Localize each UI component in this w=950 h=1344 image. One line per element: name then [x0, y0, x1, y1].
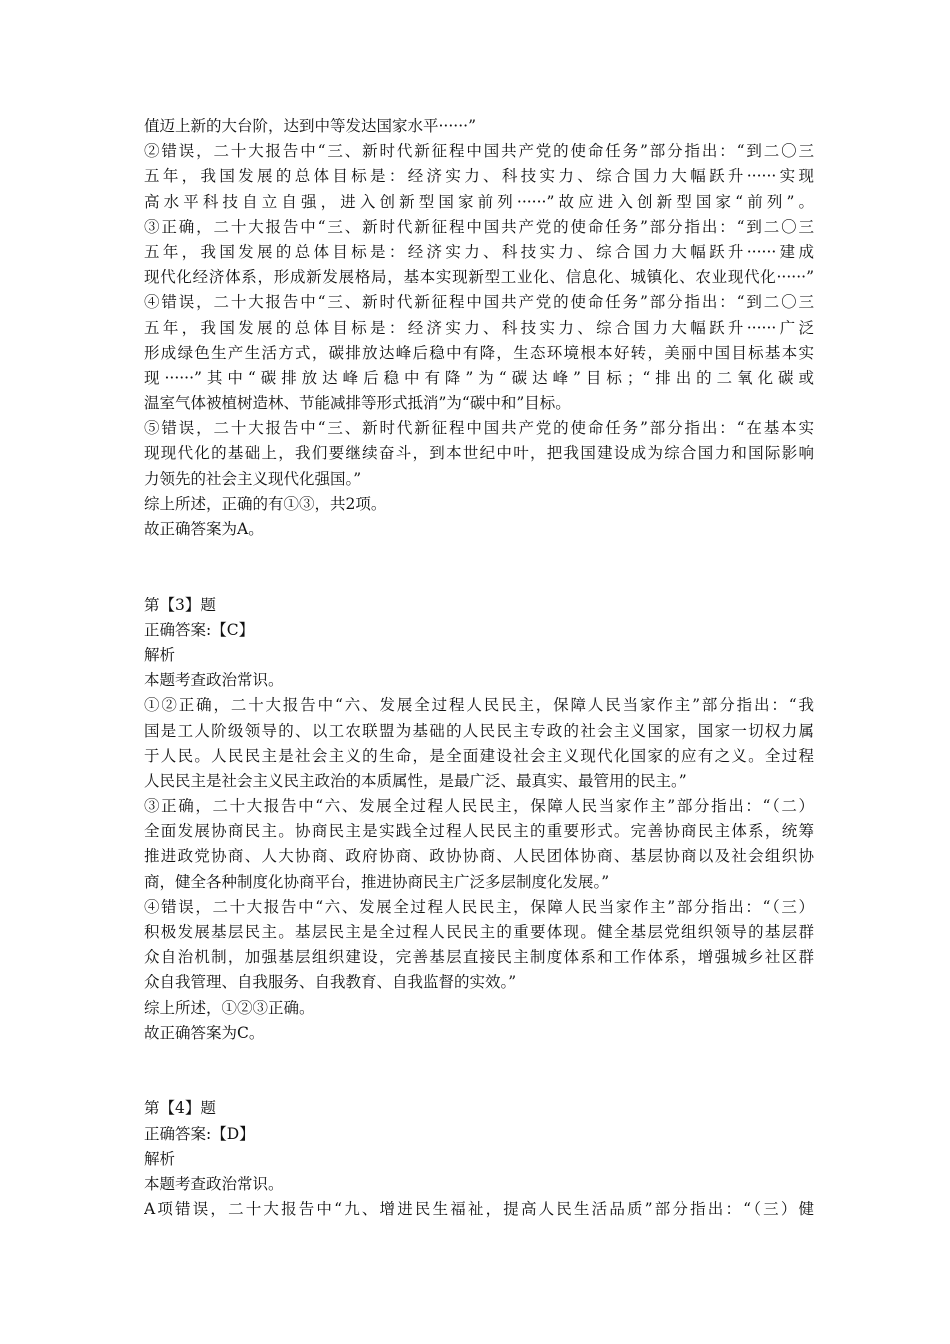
text-line: 综上所述，正确的有①③，共2项。	[144, 494, 387, 513]
text-line: 商，健全各种制度化协商平台，推进协商民主广泛多层制度化发展。”	[144, 872, 610, 891]
correct-answer: 正确答案:【D】	[144, 1124, 255, 1143]
analysis-label: 解析	[144, 645, 176, 664]
text-line: ⑤错误，二十大报告中“三、新时代新征程中国共产党的使命任务”部分指出：“在基本实	[144, 419, 814, 438]
text-line: 值迈上新的大台阶，达到中等发达国家水平······”	[144, 117, 476, 135]
text-line: ①②正确，二十大报告中“六、发展全过程人民民主，保障人民当家作主”部分指出：“我	[144, 696, 814, 715]
question-title: 第【3】题	[144, 595, 216, 614]
text-line: 现代化经济体系，形成新发展格局，基本实现新型工业化、信息化、城镇化、农业现代化······”	[144, 268, 814, 287]
text-line: 高水平科技自立自强，进入创新型国家前列······”故应进入创新型国家“前列”。	[144, 192, 814, 211]
text-line: 形成绿色生产生活方式，碳排放达峰后稳中有降，生态环境根本好转，美丽中国目标基本实	[144, 343, 814, 362]
text-line: 推进政党协商、人大协商、政府协商、政协协商、人民团体协商、基层协商以及社会组织协	[144, 847, 814, 866]
text-line: ③正确，二十大报告中“三、新时代新征程中国共产党的使命任务”部分指出：“到二〇三	[144, 217, 814, 236]
question-3	[144, 593, 814, 1046]
section-spacer	[144, 1046, 814, 1096]
text-line: 综上所述，①②③正确。	[144, 998, 315, 1017]
text-line: 五年，我国发展的总体目标是：经济实力、科技实力、综合国力大幅跃升······广泛	[144, 318, 814, 337]
text-line: A项错误，二十大报告中“九、增进民生福祉，提高人民生活品质”部分指出：“（三）健	[144, 1200, 814, 1219]
text-line: 故正确答案为A。	[144, 520, 264, 538]
text-line: 全面发展协商民主。协商民主是实践全过程人民民主的重要形式。完善协商民主体系，统筹	[144, 822, 814, 841]
text-line: ④错误，二十大报告中“三、新时代新征程中国共产党的使命任务”部分指出：“到二〇三	[144, 293, 814, 312]
text-line: 本题考查政治常识。	[144, 1174, 284, 1193]
text-line: 众自我管理、自我服务、自我教育、自我监督的实效。”	[144, 973, 517, 992]
document-page	[144, 114, 814, 1222]
text-line: 国是工人阶级领导的、以工农联盟为基础的人民民主专政的社会主义国家，国家一切权力属	[144, 721, 814, 740]
analysis-label: 解析	[144, 1149, 176, 1168]
text-line: ③正确，二十大报告中“六、发展全过程人民民主，保障人民当家作主”部分指出：“（二）	[144, 797, 814, 816]
text-line: 积极发展基层民主。基层民主是全过程人民民主的重要体现。健全基层党组织领导的基层群	[144, 923, 814, 942]
previous-question-analysis	[144, 114, 814, 542]
text-line: 众自治机制，加强基层组织建设，完善基层直接民主制度体系和工作体系，增强城乡社区群	[144, 948, 814, 967]
text-line: 力领先的社会主义现代化强国。”	[144, 469, 362, 488]
text-line: 温室气体被植树造林、节能减排等形式抵消”为“碳中和”目标。	[144, 394, 571, 413]
question-title: 第【4】题	[144, 1099, 216, 1118]
text-line: 现······”其中“碳排放达峰后稳中有降”为“碳达峰”目标；“排出的二氧化碳或	[144, 368, 814, 387]
text-line: 本题考查政治常识。	[144, 671, 284, 690]
correct-answer: 正确答案:【C】	[144, 620, 255, 639]
text-line: 于人民。人民民主是社会主义的生命，是全面建设社会主义现代化国家的应有之义。全过程	[144, 746, 814, 765]
text-line: 五年，我国发展的总体目标是：经济实力、科技实力、综合国力大幅跃升······实现	[144, 167, 814, 186]
question-4	[144, 1096, 814, 1222]
text-line: 五年，我国发展的总体目标是：经济实力、科技实力、综合国力大幅跃升······建成	[144, 242, 814, 261]
text-line: 故正确答案为C。	[144, 1023, 265, 1042]
text-line: 现现代化的基础上，我们要继续奋斗，到本世纪中叶，把我国建设成为综合国力和国际影响	[144, 444, 814, 463]
section-spacer	[144, 542, 814, 592]
text-line: ④错误，二十大报告中“六、发展全过程人民民主，保障人民当家作主”部分指出：“（三）	[144, 897, 814, 916]
text-line: 人民民主是社会主义民主政治的本质属性，是最广泛、最真实、最管用的民主。”	[144, 771, 687, 790]
text-line: ②错误，二十大报告中“三、新时代新征程中国共产党的使命任务”部分指出：“到二〇三	[144, 142, 814, 161]
